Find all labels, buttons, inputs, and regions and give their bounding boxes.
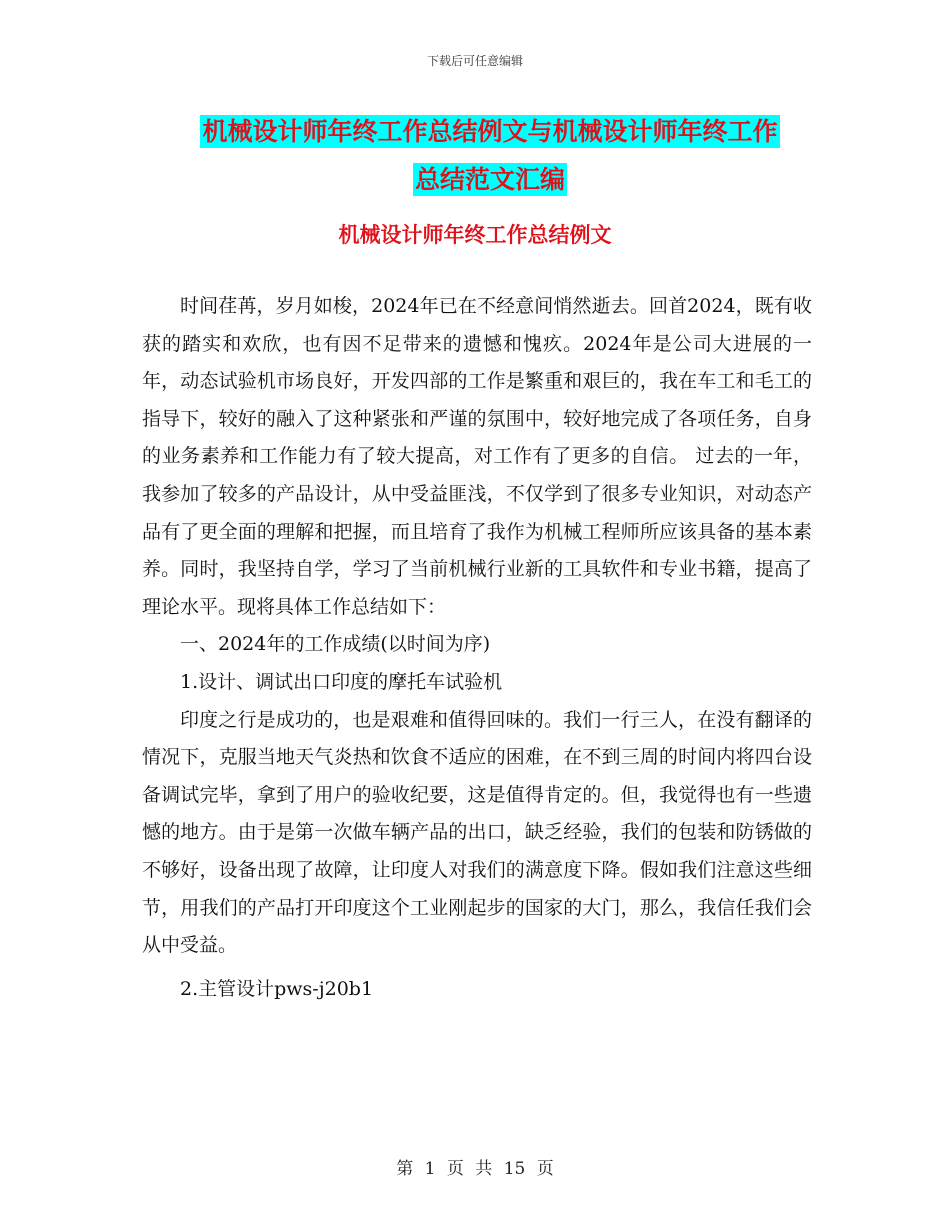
heading-achievements: 一、2024年的工作成绩(以时间为序): [180, 633, 491, 656]
paragraph: 印度之行是成功的，也是艰难和值得回味的。我们一行三人，在没有翻译的情况下，克服当地天气炎热和饮食不适应的困难，在不到三周的时间内将四台设备调试完毕，拿到了用户的验收纪要，这是值得肯定的。但，我觉得也有一些遗憾的地方。由于是第一次做车辆产品的出口，缺乏经验，我们的包装和防锈做的不够好，设备出现了故障，让印度人对我们的满意度下降。假如我们注意这些细节，用我们的产品打开印度这个工业刚起步的国家的大门，那么，我信任我们会从中受益。: [142, 708, 812, 957]
document-body: [142, 288, 812, 1008]
paragraph: 时间荏苒，岁月如梭，2024年已在不经意间悄然逝去。回首2024，既有收获的踏实和欢欣，也有因不足带来的遗憾和愧疚。2024年是公司大进展的一年，动态试验机市场良好，开发四部的工作是繁重和艰巨的，我在车工和毛工的指导下，较好的融入了这种紧张和严谨的氛围中，较好地完成了各项任务，自身的业务素养和工作能力有了较大提高，对工作有了更多的自信。 过去的一年，我参加了较多的产品设计，从中受益匪浅，不仅学到了很多专业知识，对动态产品有了更全面的理解和把握，而且培育了我作为机械工程师所应该具备的基本素养。同时，我坚持自学，学习了当前机械行业新的工具软件和专业书籍，提高了理论水平。现将具体工作总结如下：: [142, 295, 812, 618]
page-number: 第 1 页 共 15 页: [396, 1159, 554, 1179]
section-title: 机械设计师年终工作总结例文: [338, 223, 612, 247]
title-line-2: 总结范文汇编: [414, 165, 565, 194]
page-header: 下载后可任意编辑: [426, 54, 523, 68]
subheading-india: 1.设计、调试出口印度的摩托车试验机: [180, 670, 503, 693]
document-title: [140, 108, 840, 204]
subheading-pws: 2.主管设计pws-j20b1: [180, 977, 374, 1000]
title-line-1: 机械设计师年终工作总结例文与机械设计师年终工作: [202, 117, 778, 146]
